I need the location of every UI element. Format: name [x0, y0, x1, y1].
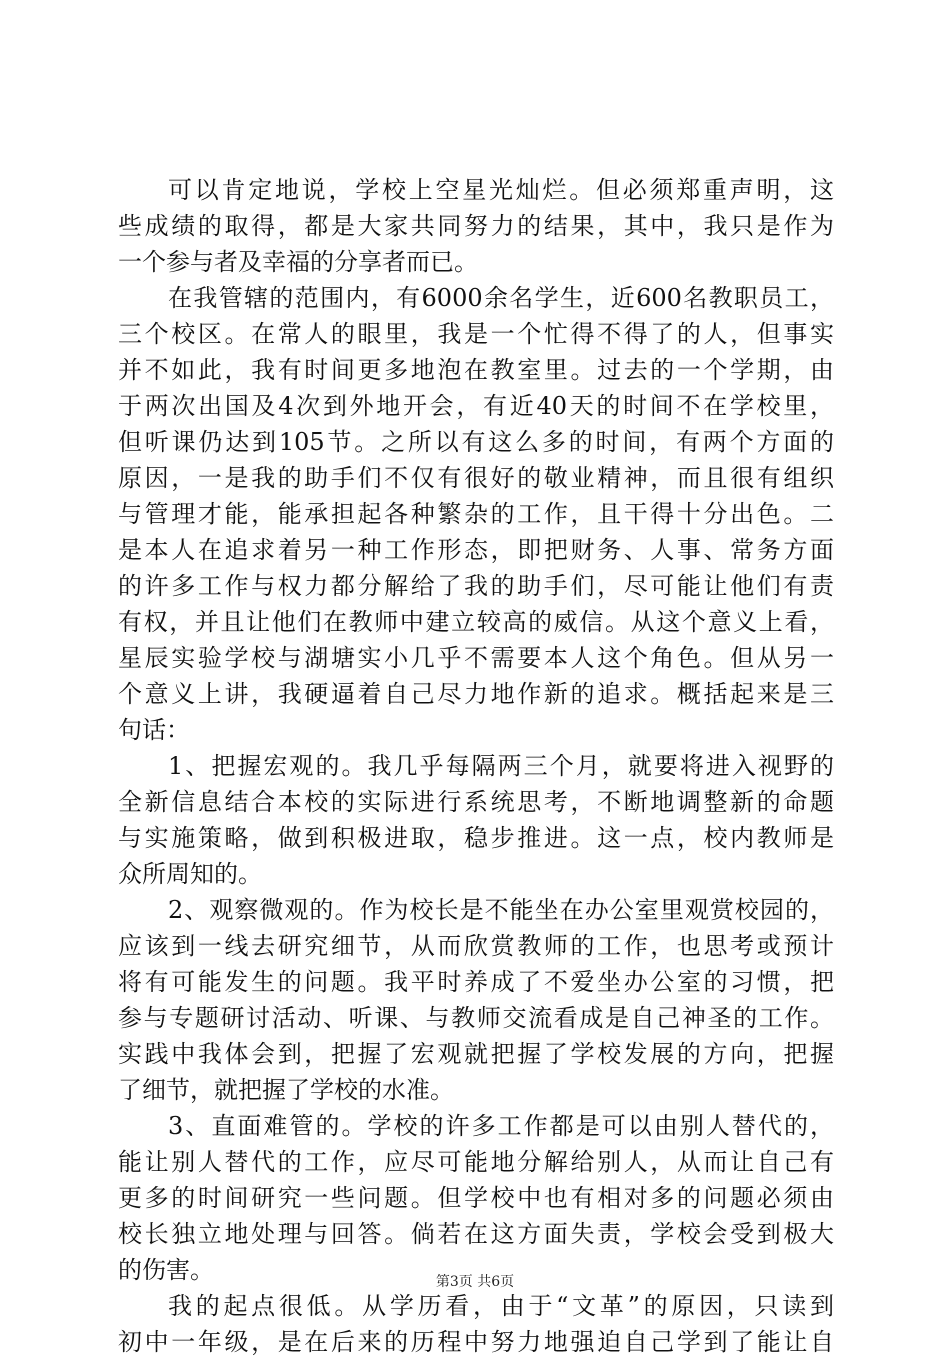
text-line: 于两次出国及4次到外地开会，有近40天的时间不在学校里， [118, 392, 834, 420]
document-body [118, 172, 834, 1360]
text-line: 句话： [118, 716, 190, 744]
text-line: 有权，并且让他们在教师中建立较高的威信。从这个意义上看， [118, 608, 834, 636]
text-line: 众所周知的。 [118, 860, 262, 888]
text-line: 在我管辖的范围内，有6000余名学生，近600名教职员工， [168, 284, 834, 312]
text-line: 3、直面难管的。学校的许多工作都是可以由别人替代的， [168, 1112, 834, 1140]
text-line: 原因，一是我的助手们不仅有很好的敬业精神，而且很有组织 [118, 464, 834, 492]
text-line: 更多的时间研究一些问题。但学校中也有相对多的问题必须由 [118, 1184, 834, 1212]
text-line: 可以肯定地说，学校上空星光灿烂。但必须郑重声明，这 [168, 176, 834, 204]
text-line: 我的起点很低。从学历看，由于“文革”的原因，只读到 [168, 1292, 834, 1320]
text-line: 能让别人替代的工作，应尽可能地分解给别人，从而让自己有 [118, 1148, 834, 1176]
text-line: 初中一年级，是在后来的历程中努力地强迫自己学到了能让自 [118, 1328, 834, 1356]
text-line: 是本人在追求着另一种工作形态，即把财务、人事、常务方面 [118, 536, 834, 564]
text-line: 但听课仍达到105节。之所以有这么多的时间，有两个方面的 [118, 428, 834, 456]
text-line: 与管理才能，能承担起各种繁杂的工作，且干得十分出色。二 [118, 500, 834, 528]
text-line: 实践中我体会到，把握了宏观就把握了学校发展的方向，把握 [118, 1040, 834, 1068]
text-line: 三个校区。在常人的眼里，我是一个忙得不得了的人，但事实 [118, 320, 834, 348]
text-line: 校长独立地处理与回答。倘若在这方面失责，学校会受到极大 [118, 1220, 834, 1248]
text-line: 了细节，就把握了学校的水准。 [118, 1076, 454, 1104]
text-line: 全新信息结合本校的实际进行系统思考，不断地调整新的命题 [118, 788, 834, 816]
text-line: 个意义上讲，我硬逼着自己尽力地作新的追求。概括起来是三 [118, 680, 834, 708]
text-line: 应该到一线去研究细节，从而欣赏教师的工作，也思考或预计 [118, 932, 834, 960]
text-line: 的许多工作与权力都分解给了我的助手们，尽可能让他们有责 [118, 572, 834, 600]
text-line: 2、观察微观的。作为校长是不能坐在办公室里观赏校园的， [168, 896, 834, 924]
text-line: 1、把握宏观的。我几乎每隔两三个月，就要将进入视野的 [168, 752, 834, 780]
text-line: 星辰实验学校与湖塘实小几乎不需要本人这个角色。但从另一 [118, 644, 834, 672]
text-line: 些成绩的取得，都是大家共同努力的结果，其中，我只是作为 [118, 212, 834, 240]
text-line: 参与专题研讨活动、听课、与教师交流看成是自己神圣的工作。 [118, 1004, 834, 1032]
page-footer: 第3页 共6页 [435, 1274, 515, 1290]
text-line: 将有可能发生的问题。我平时养成了不爱坐办公室的习惯，把 [118, 968, 834, 996]
text-line: 并不如此，我有时间更多地泡在教室里。过去的一个学期，由 [118, 356, 834, 384]
text-line: 与实施策略，做到积极进取，稳步推进。这一点，校内教师是 [118, 824, 834, 852]
text-line: 一个参与者及幸福的分享者而已。 [118, 248, 478, 276]
text-line: 的伤害。 [118, 1256, 214, 1284]
